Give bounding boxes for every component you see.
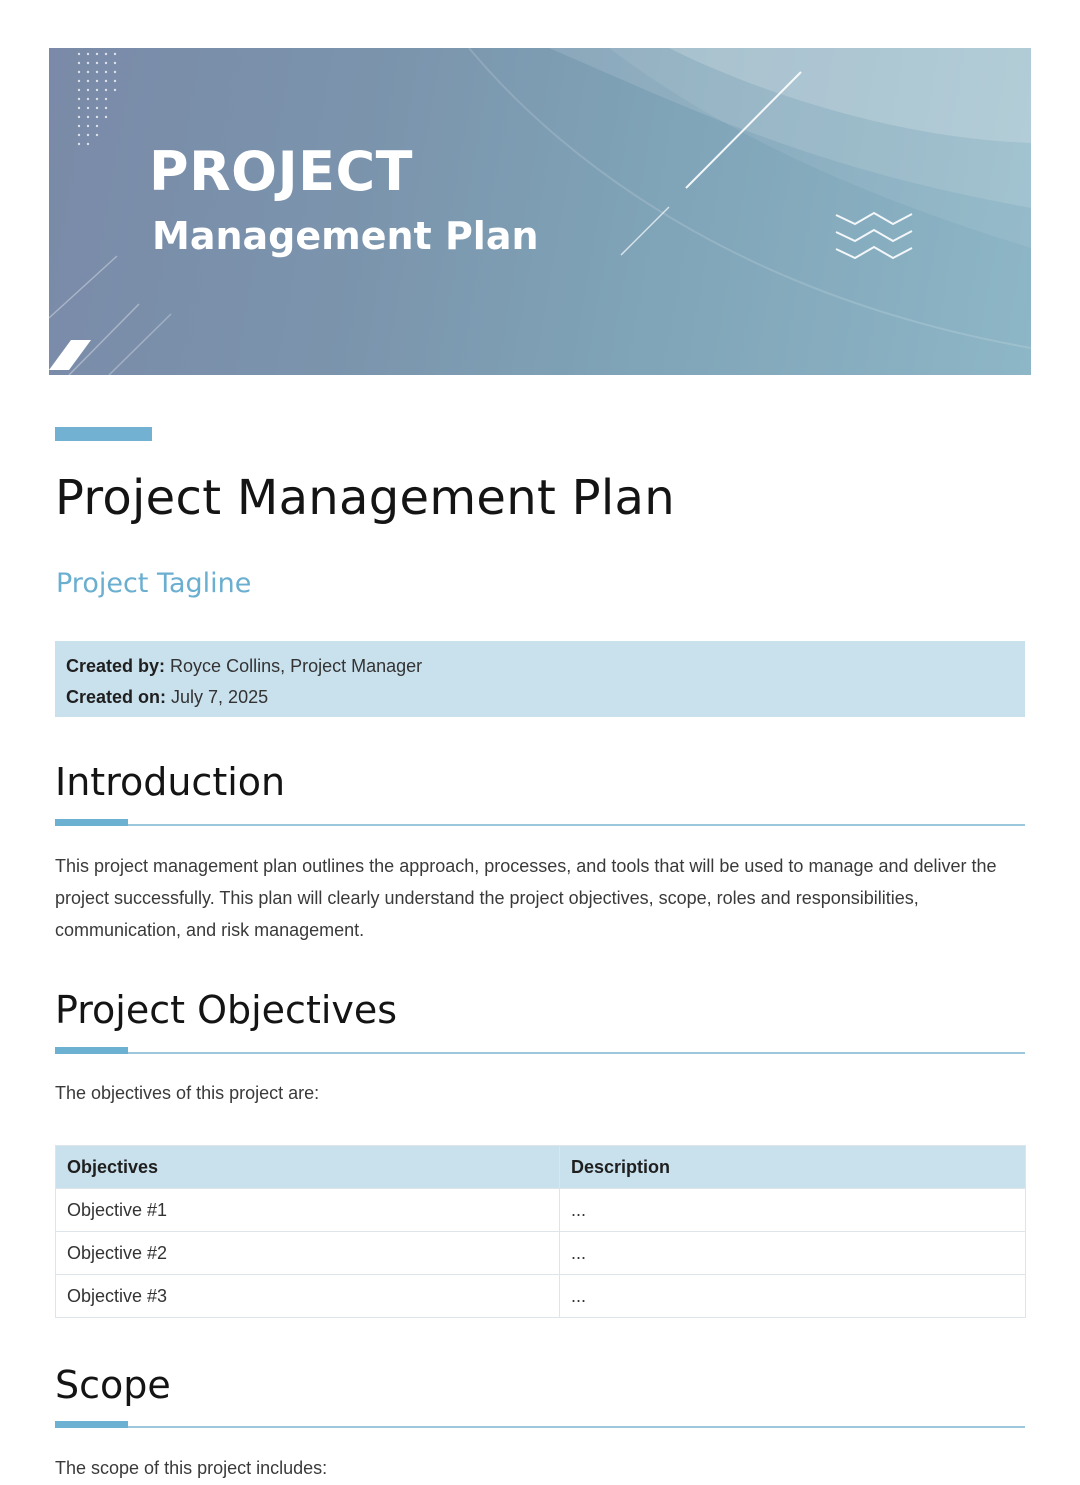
banner-title: PROJECT [149, 140, 414, 203]
created-on-value: July 7, 2025 [171, 687, 269, 707]
table-row [56, 1275, 1026, 1318]
scope-rule [55, 1426, 1025, 1428]
description-cell: ... [560, 1232, 1026, 1275]
introduction-rule [55, 824, 1025, 826]
created-on-label: Created on: [66, 687, 167, 707]
created-by-label: Created by: [66, 656, 166, 676]
description-cell: ... [560, 1275, 1026, 1318]
column-header-objectives: Objectives [56, 1146, 560, 1189]
project-tagline: Project Tagline [56, 568, 252, 599]
created-on-line [66, 682, 1014, 713]
description-cell: ... [560, 1189, 1026, 1232]
objective-cell: Objective #1 [56, 1189, 560, 1232]
introduction-heading: Introduction [55, 760, 286, 804]
created-by-line [66, 651, 1014, 682]
created-by-value: Royce Collins, Project Manager [170, 656, 423, 676]
objectives-heading: Project Objectives [55, 988, 398, 1032]
table-row [56, 1189, 1026, 1232]
table-row [56, 1232, 1026, 1275]
scope-heading: Scope [55, 1363, 171, 1407]
banner-subtitle: Management Plan [152, 214, 539, 258]
column-header-description: Description [560, 1146, 1026, 1189]
header-banner [49, 48, 1031, 375]
title-accent-bar [55, 427, 152, 441]
document-title: Project Management Plan [55, 470, 675, 526]
objective-cell: Objective #2 [56, 1232, 560, 1275]
table-header-row [56, 1146, 1026, 1189]
objective-cell: Objective #3 [56, 1275, 560, 1318]
introduction-text: This project management plan outlines the approach, processes, and tools that will be used to manage and deliver the project successfully. This plan will clearly understand the project objectives, scope, roles and responsibilities, communication, and risk management. [55, 856, 997, 940]
objectives-rule [55, 1052, 1025, 1054]
document-meta-box [55, 641, 1025, 717]
objectives-table [55, 1145, 1026, 1318]
objectives-intro: The objectives of this project are: [55, 1083, 320, 1103]
scope-intro: The scope of this project includes: [55, 1458, 328, 1478]
